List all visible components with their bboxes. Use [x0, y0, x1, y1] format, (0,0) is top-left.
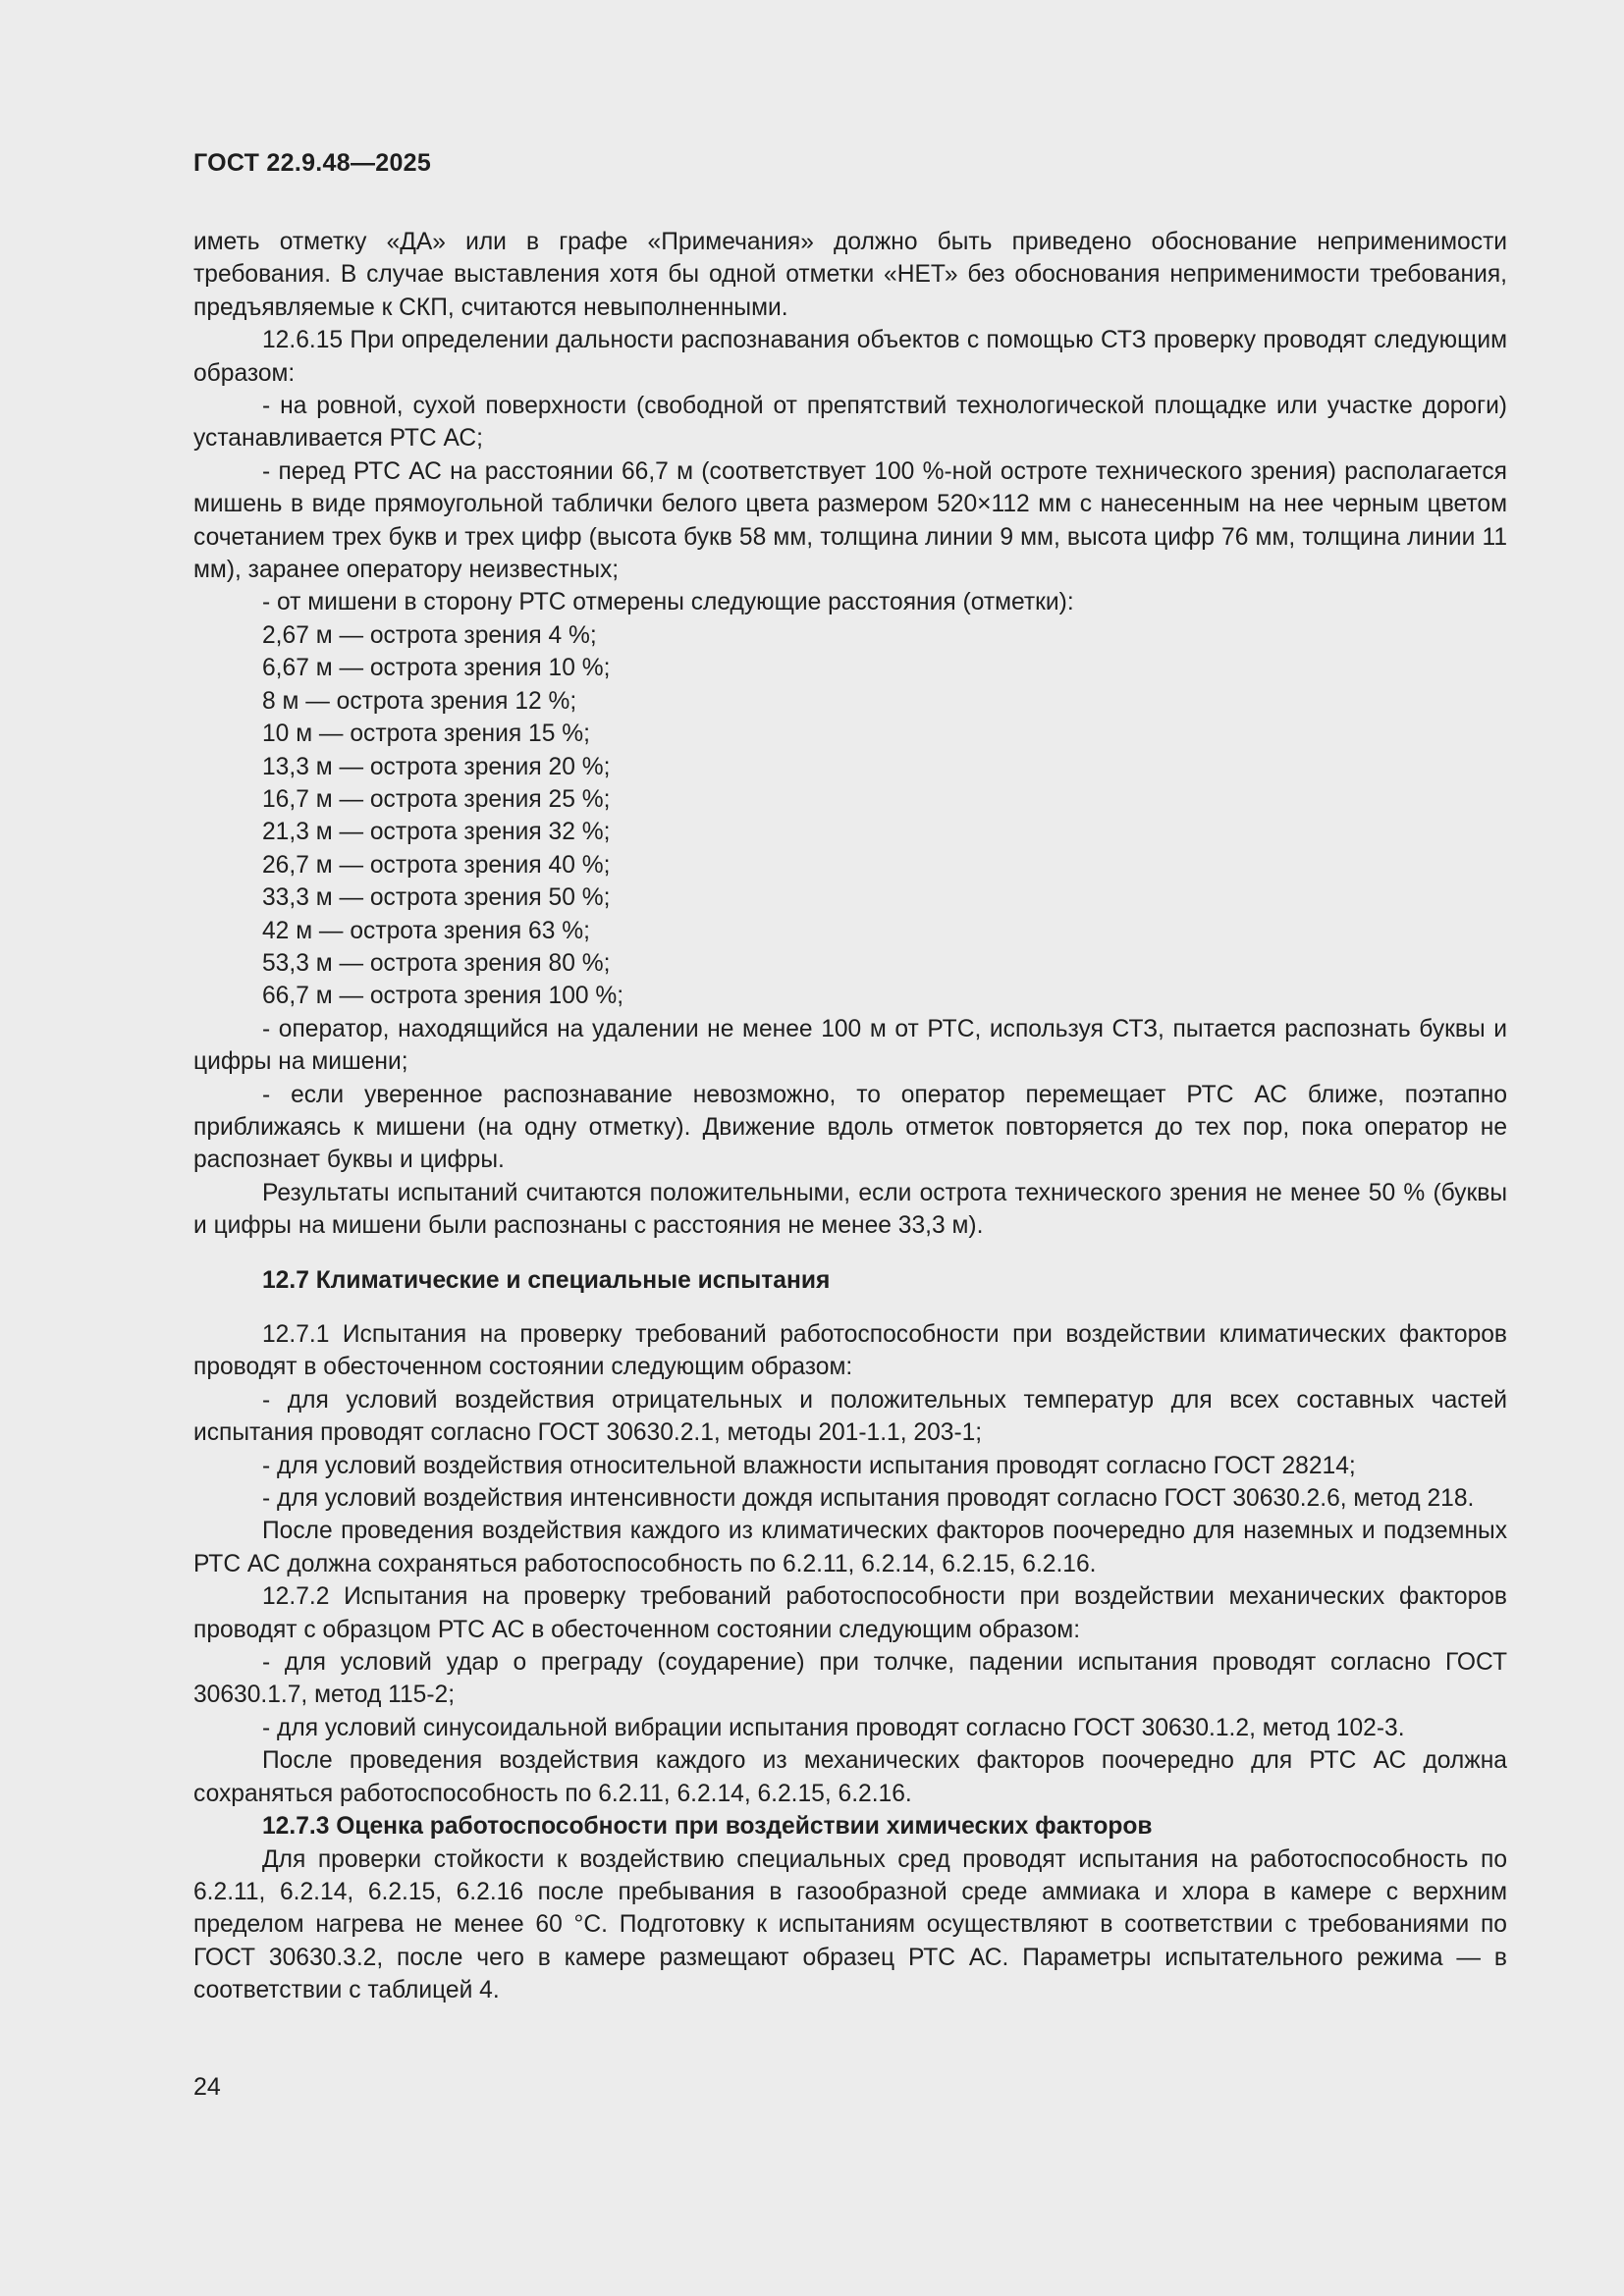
- list-item: - на ровной, сухой поверхности (свободной от препятствий технологической площадке или участке дороги) устанавливается РТС АС;: [193, 393, 1507, 453]
- distance-item: 2,67 м — острота зрения 4 %;: [262, 621, 597, 649]
- distance-item: 10 м — острота зрения 15 %;: [262, 721, 590, 748]
- list-item: - для условий воздействия интенсивности дождя испытания проводят согласно ГОСТ 30630.2.6, метод 218.: [262, 1485, 1475, 1513]
- list-item: - для условий воздействия отрицательных и положительных температур для всех составных частей испытания проводят согласно ГОСТ 30630.2.1, методы 201-1.1, 203-1;: [193, 1386, 1507, 1447]
- document-header: ГОСТ 22.9.48—2025: [193, 149, 432, 177]
- paragraph: Результаты испытаний считаются положительными, если острота технического зрения не менее 50 % (буквы и цифры на мишени были распознаны с расстояния не менее 33,3 м).: [193, 1179, 1507, 1240]
- distance-item: 66,7 м — острота зрения 100 %;: [262, 983, 624, 1010]
- list-item: - перед РТС АС на расстоянии 66,7 м (соответствует 100 %-ной остроте технического зрения) располагается мишень в виде прямоугольной таблички белого цвета размером 520×112 мм с нанесенным на нее черным цветом сочетанием трех букв и трех цифр (высота букв 58 мм, толщина линии 9 мм, высота цифр 76 мм, толщина линии 11 мм), заранее оператору неизвестных;: [193, 457, 1507, 584]
- paragraph: После проведения воздействия каждого из механических факторов поочередно для РТС АС должна сохраняться работоспособность по 6.2.11, 6.2.14, 6.2.15, 6.2.16.: [193, 1747, 1507, 1807]
- list-item: - для условий удар о преграду (соударение) при толчке, падении испытания проводят согласно ГОСТ 30630.1.7, метод 115-2;: [193, 1649, 1507, 1709]
- distance-item: 42 м — острота зрения 63 %;: [262, 917, 590, 944]
- list-item: - для условий воздействия относительной влажности испытания проводят согласно ГОСТ 28214;: [262, 1452, 1356, 1479]
- paragraph: иметь отметку «ДА» или в графе «Примечания» должно быть приведено обоснование неприменимости требования. В случае выставления хотя бы одной отметки «НЕТ» без обоснования неприменимости требования, предъявляемые к СКП, считаются невыполненными.: [193, 229, 1507, 321]
- document-body: [193, 226, 1507, 2007]
- list-item: - если уверенное распознавание невозможно, то оператор перемещает РТС АС ближе, поэтапно приближаясь к мишени (на одну отметку). Движение вдоль отметок повторяется до тех пор, пока оператор не распознает буквы и цифры.: [193, 1081, 1507, 1174]
- page-number: 24: [193, 2073, 221, 2101]
- list-item: - от мишени в сторону РТС отмерены следующие расстояния (отметки):: [262, 589, 1074, 616]
- list-item: - для условий синусоидальной вибрации испытания проводят согласно ГОСТ 30630.1.2, метод 102-3.: [262, 1714, 1405, 1741]
- paragraph: После проведения воздействия каждого из климатических факторов поочередно для наземных и подземных РТС АС должна сохраняться работоспособность по 6.2.11, 6.2.14, 6.2.15, 6.2.16.: [193, 1518, 1507, 1577]
- distance-item: 16,7 м — острота зрения 25 %;: [262, 785, 611, 813]
- distance-item: 13,3 м — острота зрения 20 %;: [262, 753, 611, 780]
- paragraph: 12.6.15 При определении дальности распознавания объектов с помощью СТЗ проверку проводят следующим образом:: [193, 327, 1507, 387]
- list-item: - оператор, находящийся на удалении не менее 100 м от РТС, используя СТЗ, пытается распознать буквы и цифры на мишени;: [193, 1015, 1507, 1076]
- distance-item: 21,3 м — острота зрения 32 %;: [262, 819, 611, 846]
- paragraph: 12.7.1 Испытания на проверку требований работоспособности при воздействии климатических факторов проводят в обесточенном состоянии следующим образом:: [193, 1321, 1507, 1381]
- distance-item: 26,7 м — острота зрения 40 %;: [262, 851, 611, 879]
- distance-item: 53,3 м — острота зрения 80 %;: [262, 949, 611, 977]
- distance-item: 6,67 м — острота зрения 10 %;: [262, 655, 611, 682]
- distance-item: 8 м — острота зрения 12 %;: [262, 687, 577, 715]
- distance-item: 33,3 м — острота зрения 50 %;: [262, 884, 611, 912]
- paragraph: Для проверки стойкости к воздействию специальных сред проводят испытания на работоспособность по 6.2.11, 6.2.14, 6.2.15, 6.2.16 после пребывания в газообразной среде аммиака и хлора в камере с верхним пределом нагрева не менее 60 °С. Подготовку к испытаниям осуществляют в соответствии с требованиями по ГОСТ 30630.3.2, после чего в камере размещают образец РТС АС. Параметры испытательного режима — в соответствии с таблицей 4.: [193, 1845, 1507, 2004]
- section-heading: 12.7 Климатические и специальные испытания: [262, 1266, 831, 1294]
- paragraph: 12.7.2 Испытания на проверку требований работоспособности при воздействии механических факторов проводят с образцом РТС АС в обесточенном состоянии следующим образом:: [193, 1583, 1507, 1643]
- subsection-heading: 12.7.3 Оценка работоспособности при воздействии химических факторов: [262, 1813, 1153, 1841]
